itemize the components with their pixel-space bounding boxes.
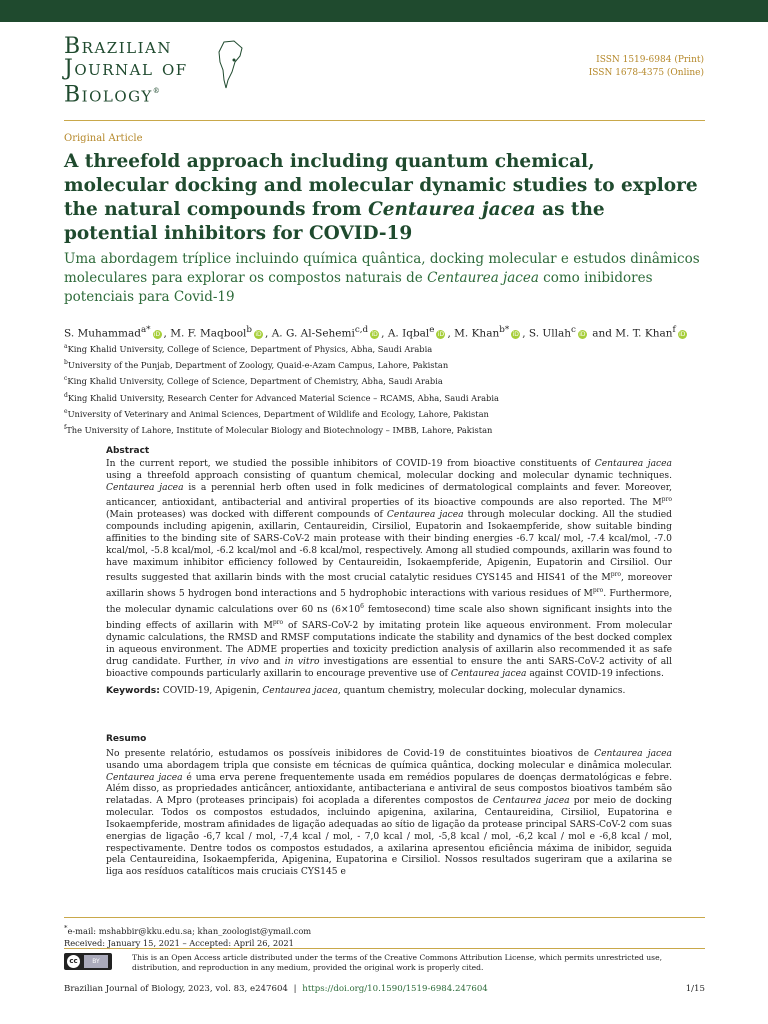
resumo-heading: Resumo [106, 734, 147, 744]
affiliation-item: $^f$The University of Lahore, Institute of Molecular Biology and Biotechnology – IMBB, Lahore, Pakistan [64, 423, 493, 435]
author-name: , S. Ullah [522, 327, 571, 340]
author-name: , M. Khan [447, 327, 500, 340]
journal-name-line-2: Journal of [64, 56, 188, 81]
author-name: , M. F. Maqbool [163, 327, 247, 340]
keywords: Keywords: COVID-19, Apigenin, Centaurea jacea, quantum chemistry, molecular docking, molecular dynamics. [106, 686, 626, 697]
abstract-body: In the current report, we studied the possible inhibitors of COVID-19 from bioactive constituents of Centaurea jacea using a threefold approach consisting of quantum chemical, molecular docking and molecular dynamic techniques. Centaurea jacea is a perennial herb often used in folk medicines of dermatological complaints and fever. Moreover, anticancer, antioxidant, antibacterial and antiviral properties of its bioactive compounds are also reported. The $M^{pro}$ (Main proteases) was docked with different compounds of Centaurea jacea through molecular docking. All the studied compounds including apigenin, axillarin, Centaureidin, Cirsiliol, Eupatorin and Isokaempferide, show suitable binding affinities to the binding site of SARS-CoV-2 main protease with their binding energies -6.7 kcal/ mol, -7.4 kcal/mol, -7.0 kcal/mol, -5.8 kcal/mol, -6.2 kcal/mol and -6.8 kcal/mol, respectively. Among all studied compounds, axillarin was found to have maximum inhibitor efficiency followed by Centaureidin, Isokaempferide, Apigenin, Eupatorin and Cirsiliol. Our results suggested that axillarin binds with the most crucial catalytic residues CYS145 and HIS41 of the $M^{pro}$, moreover axillarin shows 5 hydrogen bond interactions and 5 hydrophobic interactions with various residues of $M^{pro}$. Furthermore, the molecular dynamic calculations over 60 ns ($6\times 10^6$ femtosecond) time scale also shown significant insights into the binding effects of axillarin with $M^{pro}$ of SARS-CoV-2 by imitating protein like aqueous environment. From molecular dynamic calculations, the RMSD and RMSF computations indicate the stability and dynamics of the best docked complex in aqueous environment. The ADME properties and toxicity prediction analysis of axillarin also recommended it as safe drug candidate. Further, in vivo and in vitro investigations are essential to ensure the anti SARS-CoV-2 activity of all bioactive compounds particularly axillarin to encourage preventive use of Centaurea jacea against COVID-19 infections. [106, 458, 673, 679]
author-name: and M. T. Khan [588, 327, 673, 340]
journal-name-line-1: Brazilian [64, 34, 172, 59]
author-name: S. Muhammad [64, 327, 141, 340]
affiliation-item: $^e$University of Veterinary and Animal Sciences, Department of Wildlife and Ecology, Lahore, Pakistan [64, 407, 489, 419]
orcid-icon[interactable]: iD [153, 330, 161, 338]
article-title-english: A threefold approach including quantum chemical, molecular docking and molecular dynamic studies to explore the natural compounds from Centaurea jacea as the potential inhibitors for COVID-19 [64, 151, 698, 244]
affiliation-item: $^c$King Khalid University, College of Science, Department of Chemistry, Abha, Saudi Arabia [64, 375, 443, 387]
page-number: 1/15 [685, 984, 705, 994]
affiliation-item: $^b$University of the Punjab, Department of Zoology, Quaid-e-Azam Campus, Lahore, Pakistan [64, 359, 449, 370]
author-list: S. Muhammad$^{a*}$ iD , M. F. Maqbool$^b$ iD , A. G. Al-Sehemi$^{c,d}$ iD , A. Iqbal$^e$ iD , M. Khan$^{b*}$ iD , S. Ullah$^c$ iD and M. T. Khan$^f$ iD [64, 325, 686, 340]
orcid-icon[interactable]: iD [255, 330, 262, 338]
dates-line: Received: January 15, 2021 – Accepted: April 26, 2021 [64, 937, 294, 948]
south-america-map-icon [218, 40, 244, 90]
resumo-body: No presente relatório, estudamos os possíveis inibidores de Covid-19 de constituintes bioativos de Centaurea jacea usando uma abordagem tripla que consiste em técnicas de química quântica, docking molecular e dinâmica molecular. Centaurea jacea é uma erva perene frequentemente usada em remédios populares de doenças dermatológicas e febre. Além disso, as propriedades anticâncer, antioxidante, antibacteriana e antiviral de seus compostos bioativos também são relatadas. A Mpro (proteases principais) foi acoplada a diferentes compostos de Centaurea jacea por meio de docking molecular. Todos os compostos estudados, incluindo apigenina, axilarina, Centaureidina, Cirsiliol, Eupatorina e Isokaempferide, mostram afinidades de ligação adequadas ao sítio de ligação da protease principal SARS-CoV-2 com suas energias de ligação -6,7 kcal / mol, -7,4 kcal / mol, - 7,0 kcal / mol, -5,8 kcal / mol, -6,2 kcal / mol e -6,8 kcal / mol, respectivamente. Dentre todos os compostos estudados, a axilarina apresentou eficiência máxima de inibidor, seguida pela Centaureidina, Isokaempferida, Apigenina, Eupatorina e Cirsiliol. Nossos resultados sugeriram que a axilarina se liga aos resíduos catalíticos mais cruciais CYS145 e [106, 748, 672, 878]
correspondence [64, 922, 311, 949]
citation: Brazilian Journal of Biology, 2023, vol. 83, e247604 [64, 984, 288, 994]
orcid-icon[interactable]: iD [437, 330, 445, 338]
page-footer: Brazilian Journal of Biology, 2023, vol. 83, e247604 | https://doi.org/10.1590/1519-6984.247604 1/15 [64, 984, 705, 994]
resumo-section [106, 734, 672, 879]
header-bar [0, 0, 768, 22]
license-divider [64, 948, 705, 949]
email-line: *e-mail: mshabbir@kku.edu.sa; khan_zoologist@ymail.com [64, 924, 312, 936]
issn-block [589, 54, 704, 80]
license-text: This is an Open Access article distributed under the terms of the Creative Commons Attribution License, which permits unrestricted use, distribution, and reproduction in any medium, provided the original work is properly cited. [132, 953, 662, 972]
author-name: , A. Iqbal [381, 327, 430, 340]
orcid-icon[interactable]: iD [679, 330, 686, 338]
abstract-heading: Abstract [106, 446, 150, 456]
cc-by-badge-icon[interactable]: cc BY [64, 953, 112, 970]
journal-logo [64, 34, 254, 108]
issn-online: ISSN 1678-4375 (Online) [588, 68, 704, 78]
article-type: Original Article [64, 133, 143, 144]
article-title-portuguese: Uma abordagem tríplice incluindo química quântica, docking molecular e estudos dinâmicos moleculares para explorar os compostos naturais de Centaurea jacea como inibidores potenciais para Covid-19 [64, 251, 700, 305]
footnote-divider [64, 917, 705, 918]
orcid-icon[interactable]: iD [512, 330, 519, 338]
orcid-icon[interactable]: iD [579, 330, 586, 338]
abstract-section [106, 446, 672, 698]
issn-print: ISSN 1519-6984 (Print) [596, 55, 704, 65]
doi-link[interactable]: https://doi.org/10.1590/1519-6984.247604 [302, 984, 488, 994]
author-name: , A. G. Al-Sehemi [265, 327, 355, 340]
header-divider [64, 120, 705, 121]
affiliations [64, 340, 704, 437]
affiliation-item: $^d$King Khalid University, Research Center for Advanced Material Science – RCAMS, Abha, Saudi Arabia [64, 391, 499, 403]
orcid-icon[interactable]: iD [371, 330, 378, 338]
journal-name-line-3: Biology® [64, 82, 162, 108]
affiliation-item: $^a$King Khalid University, College of Science, Department of Physics, Abha, Saudi Arabia [64, 343, 433, 354]
